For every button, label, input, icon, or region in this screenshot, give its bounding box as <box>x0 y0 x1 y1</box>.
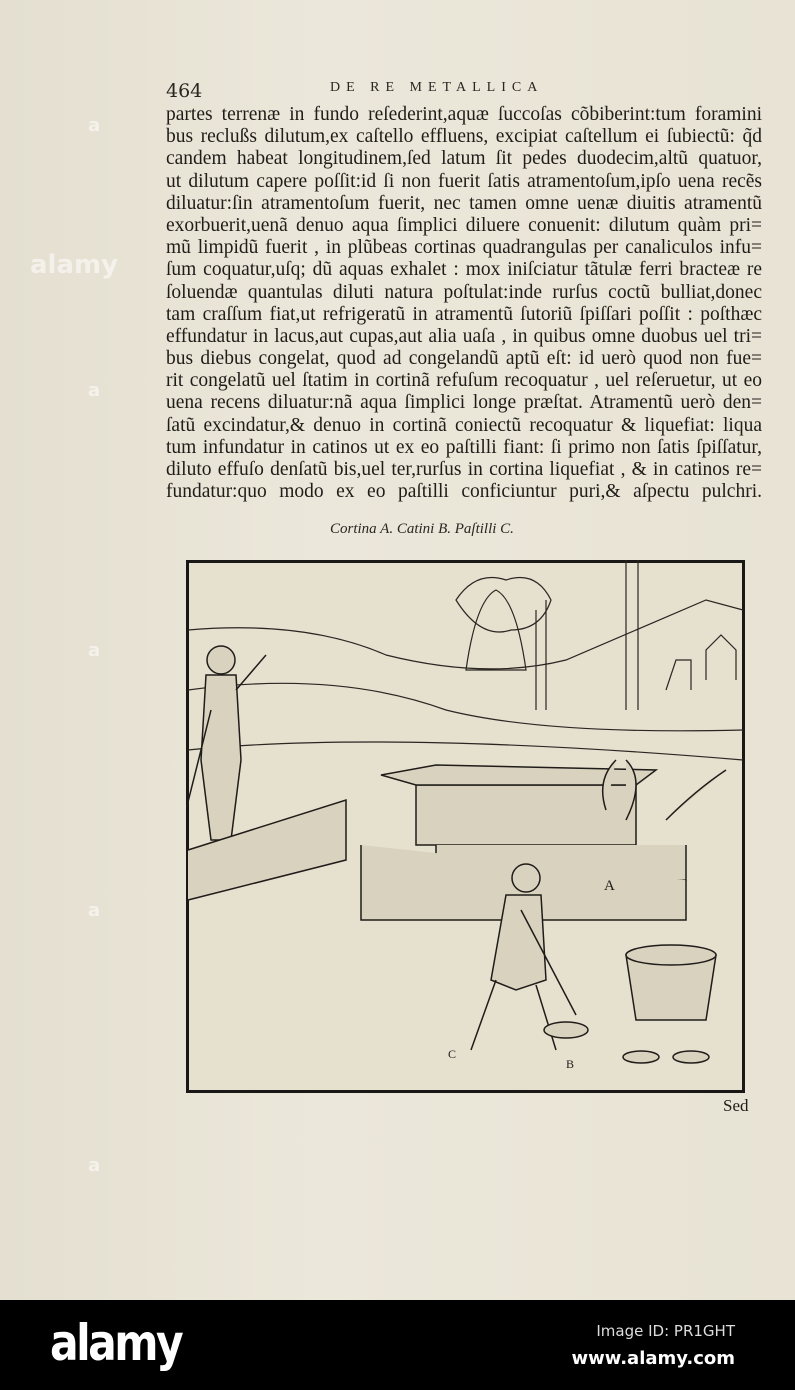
watermark-logo: alamy <box>30 250 119 280</box>
watermark-mark: a <box>88 380 101 401</box>
label-a: A <box>604 878 615 894</box>
text-line: fundatur:quo modo ex eo paſtilli conficiuntur puri,& aſpectu pulchri. <box>166 481 762 503</box>
watermark-mark: a <box>88 900 101 921</box>
figure-caption: Cortina A. Catini B. Paſtilli C. <box>330 521 514 537</box>
alamy-logo: alamy <box>50 1314 182 1372</box>
text-line: ſoluendæ quantulas diluti natura poſtulat:inde rurſus coctũ bulliat,donec <box>166 281 762 303</box>
text-line: partes terrenæ in fundo reſederint,aquæ ſuccoſas cõbiberint:tum foramini <box>166 104 762 125</box>
text-line: mũ limpidũ fuerit , in plũbeas cortinas quadrangulas per canaliculos infu= <box>166 237 762 259</box>
text-line: ſum coquatur,uſq; dũ aquas exhalet : mox iniſciatur tãtulæ ferri bracteæ re <box>166 259 762 281</box>
text-line: bus diebus congelat, quod ad congelandũ aptũ eſt: id uerò quod non fue= <box>166 348 762 370</box>
body-text <box>166 104 762 503</box>
text-line: effundatur in lacus,aut cupas,aut alia uaſa , in quibus omne duobus uel tri= <box>166 325 762 347</box>
website-link[interactable]: www.alamy.com <box>571 1348 735 1369</box>
text-line: tum infundatur in catinos ut ex eo paſtilli fiant: ſi primo non ſatis ſpiſſatur, <box>166 436 762 458</box>
text-line: exorbuerit,uenã denuo aqua ſimplici diluere conuenit: dilutum quàm pri= <box>166 214 762 236</box>
text-line: rit congelatũ uel ſtatim in cortinã refuſum recoquatur , uel reſeruetur, ut eo <box>166 370 762 392</box>
label-b: B <box>566 1057 575 1071</box>
watermark-mark: a <box>88 115 101 136</box>
text-line: diluto effuſo denſatũ bis,uel ter,rurſus in cortina liquefiat , & in catinos re= <box>166 459 762 480</box>
text-line: ſatũ excindatur,& denuo in cortinã coniectũ recoquatur & liquefiat: liqua <box>166 414 762 436</box>
page-number: 464 <box>166 80 203 102</box>
stock-footer-bar <box>0 1300 795 1390</box>
text-line: tam craſſum fiat,ut refrigeratũ in atramentũ ſutoriũ ſpiſſari poſſit : poſthæc <box>166 303 762 325</box>
text-line: diluatur:ſin atramentoſum fuerit, nec tamen omne uenæ diuitis atramentũ <box>166 192 762 214</box>
catchword: Sed <box>723 1096 749 1115</box>
image-id: Image ID: PR1GHT <box>596 1322 735 1340</box>
text-line: bus reclußs dilutum,ex caſtello effluens, excipiat caſtellum ei ſubiectũ: q̃d <box>166 126 762 148</box>
woodcut-illustration <box>186 560 745 1093</box>
watermark-mark: a <box>88 640 101 661</box>
text-line: candem habeat longitudinem,ſed latum ſit pedes duodecim,altũ quatuor, <box>166 148 762 170</box>
text-line: uena recens diluatur:nã aqua ſimplici longe præſtat. Atramentũ uerò den= <box>166 392 762 414</box>
watermark-mark: a <box>88 1155 101 1176</box>
text-line: ut dilutum capere poſſit:id ſi non fuerit ſatis atramentoſum,ipſo uena recẽs <box>166 170 762 192</box>
label-c: C <box>448 1047 457 1061</box>
running-title: DE RE METALLICA <box>330 80 544 95</box>
